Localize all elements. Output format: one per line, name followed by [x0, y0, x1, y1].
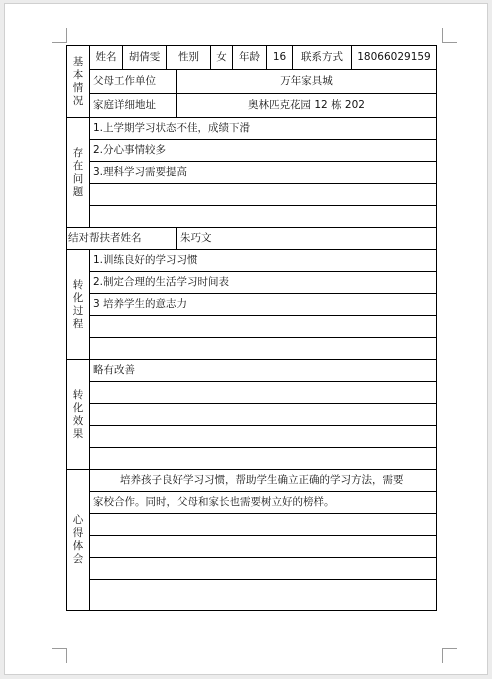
student-info-form [66, 45, 437, 611]
reflection-section-label: 心得体会 [67, 470, 90, 611]
problems-row [67, 118, 437, 140]
process-row [67, 338, 437, 360]
process-section-label: 转化过程 [67, 250, 90, 360]
reflection-row [67, 536, 437, 558]
reflection-row [67, 558, 437, 580]
basic-row-2 [67, 70, 437, 94]
effect-item [90, 448, 437, 470]
problems-row [67, 206, 437, 228]
reflection-row [67, 492, 437, 514]
problems-item [90, 184, 437, 206]
effect-row [67, 426, 437, 448]
effect-item [90, 426, 437, 448]
problems-item [90, 206, 437, 228]
effect-item [90, 404, 437, 426]
effect-row [67, 360, 437, 382]
helper-row [67, 228, 437, 250]
effect-section-label: 转化效果 [67, 360, 90, 470]
reflection-row [67, 470, 437, 492]
reflection-empty-line [90, 514, 437, 536]
basic-section-label: 基本情况 [67, 46, 90, 118]
effect-row [67, 404, 437, 426]
address-value: 奥林匹克花园 12 栋 202 [177, 94, 437, 118]
age-value: 16 [267, 46, 293, 70]
address-label: 家庭详细地址 [90, 94, 177, 118]
problems-row [67, 162, 437, 184]
reflection-empty-line [90, 536, 437, 558]
reflection-line-2: 家校合作。同时，父母和家长也需要树立好的榜样。 [90, 492, 437, 514]
name-label: 姓名 [90, 46, 123, 70]
problems-section-label: 存在问题 [67, 118, 90, 228]
helper-label: 结对帮扶者姓名 [67, 228, 177, 250]
crop-mark-bottom-right [442, 648, 457, 663]
gender-label: 性别 [167, 46, 211, 70]
age-label: 年龄 [233, 46, 267, 70]
crop-mark-top-right [442, 28, 457, 43]
effect-item: 略有改善 [90, 360, 437, 382]
process-item [90, 338, 437, 360]
parent-work-value: 万年家具城 [177, 70, 437, 94]
gender-value: 女 [211, 46, 233, 70]
process-item: 1.训练良好的学习习惯 [90, 250, 437, 272]
effect-row [67, 448, 437, 470]
name-value: 胡倩雯 [123, 46, 167, 70]
effect-row [67, 382, 437, 404]
reflection-empty-line [90, 580, 437, 611]
effect-item [90, 382, 437, 404]
process-item [90, 316, 437, 338]
process-item: 3 培养学生的意志力 [90, 294, 437, 316]
process-row [67, 272, 437, 294]
reflection-row [67, 514, 437, 536]
contact-value: 18066029159 [352, 46, 437, 70]
basic-row-3 [67, 94, 437, 118]
reflection-line-1: 培养孩子良好学习习惯，帮助学生确立正确的学习方法，需要 [90, 470, 437, 492]
reflection-row [67, 580, 437, 611]
basic-row-1 [67, 46, 437, 70]
parent-work-label: 父母工作单位 [90, 70, 177, 94]
process-row [67, 250, 437, 272]
crop-mark-bottom-left [52, 648, 67, 663]
crop-mark-top-left [52, 28, 67, 43]
problems-row [67, 184, 437, 206]
problems-row [67, 140, 437, 162]
contact-label: 联系方式 [293, 46, 352, 70]
reflection-empty-line [90, 558, 437, 580]
problems-item: 1.上学期学习状态不佳，成绩下滑 [90, 118, 437, 140]
problems-item: 3.理科学习需要提高 [90, 162, 437, 184]
process-row [67, 316, 437, 338]
helper-value: 朱巧文 [177, 228, 437, 250]
problems-item: 2.分心事情较多 [90, 140, 437, 162]
process-row [67, 294, 437, 316]
process-item: 2.制定合理的生活学习时间表 [90, 272, 437, 294]
